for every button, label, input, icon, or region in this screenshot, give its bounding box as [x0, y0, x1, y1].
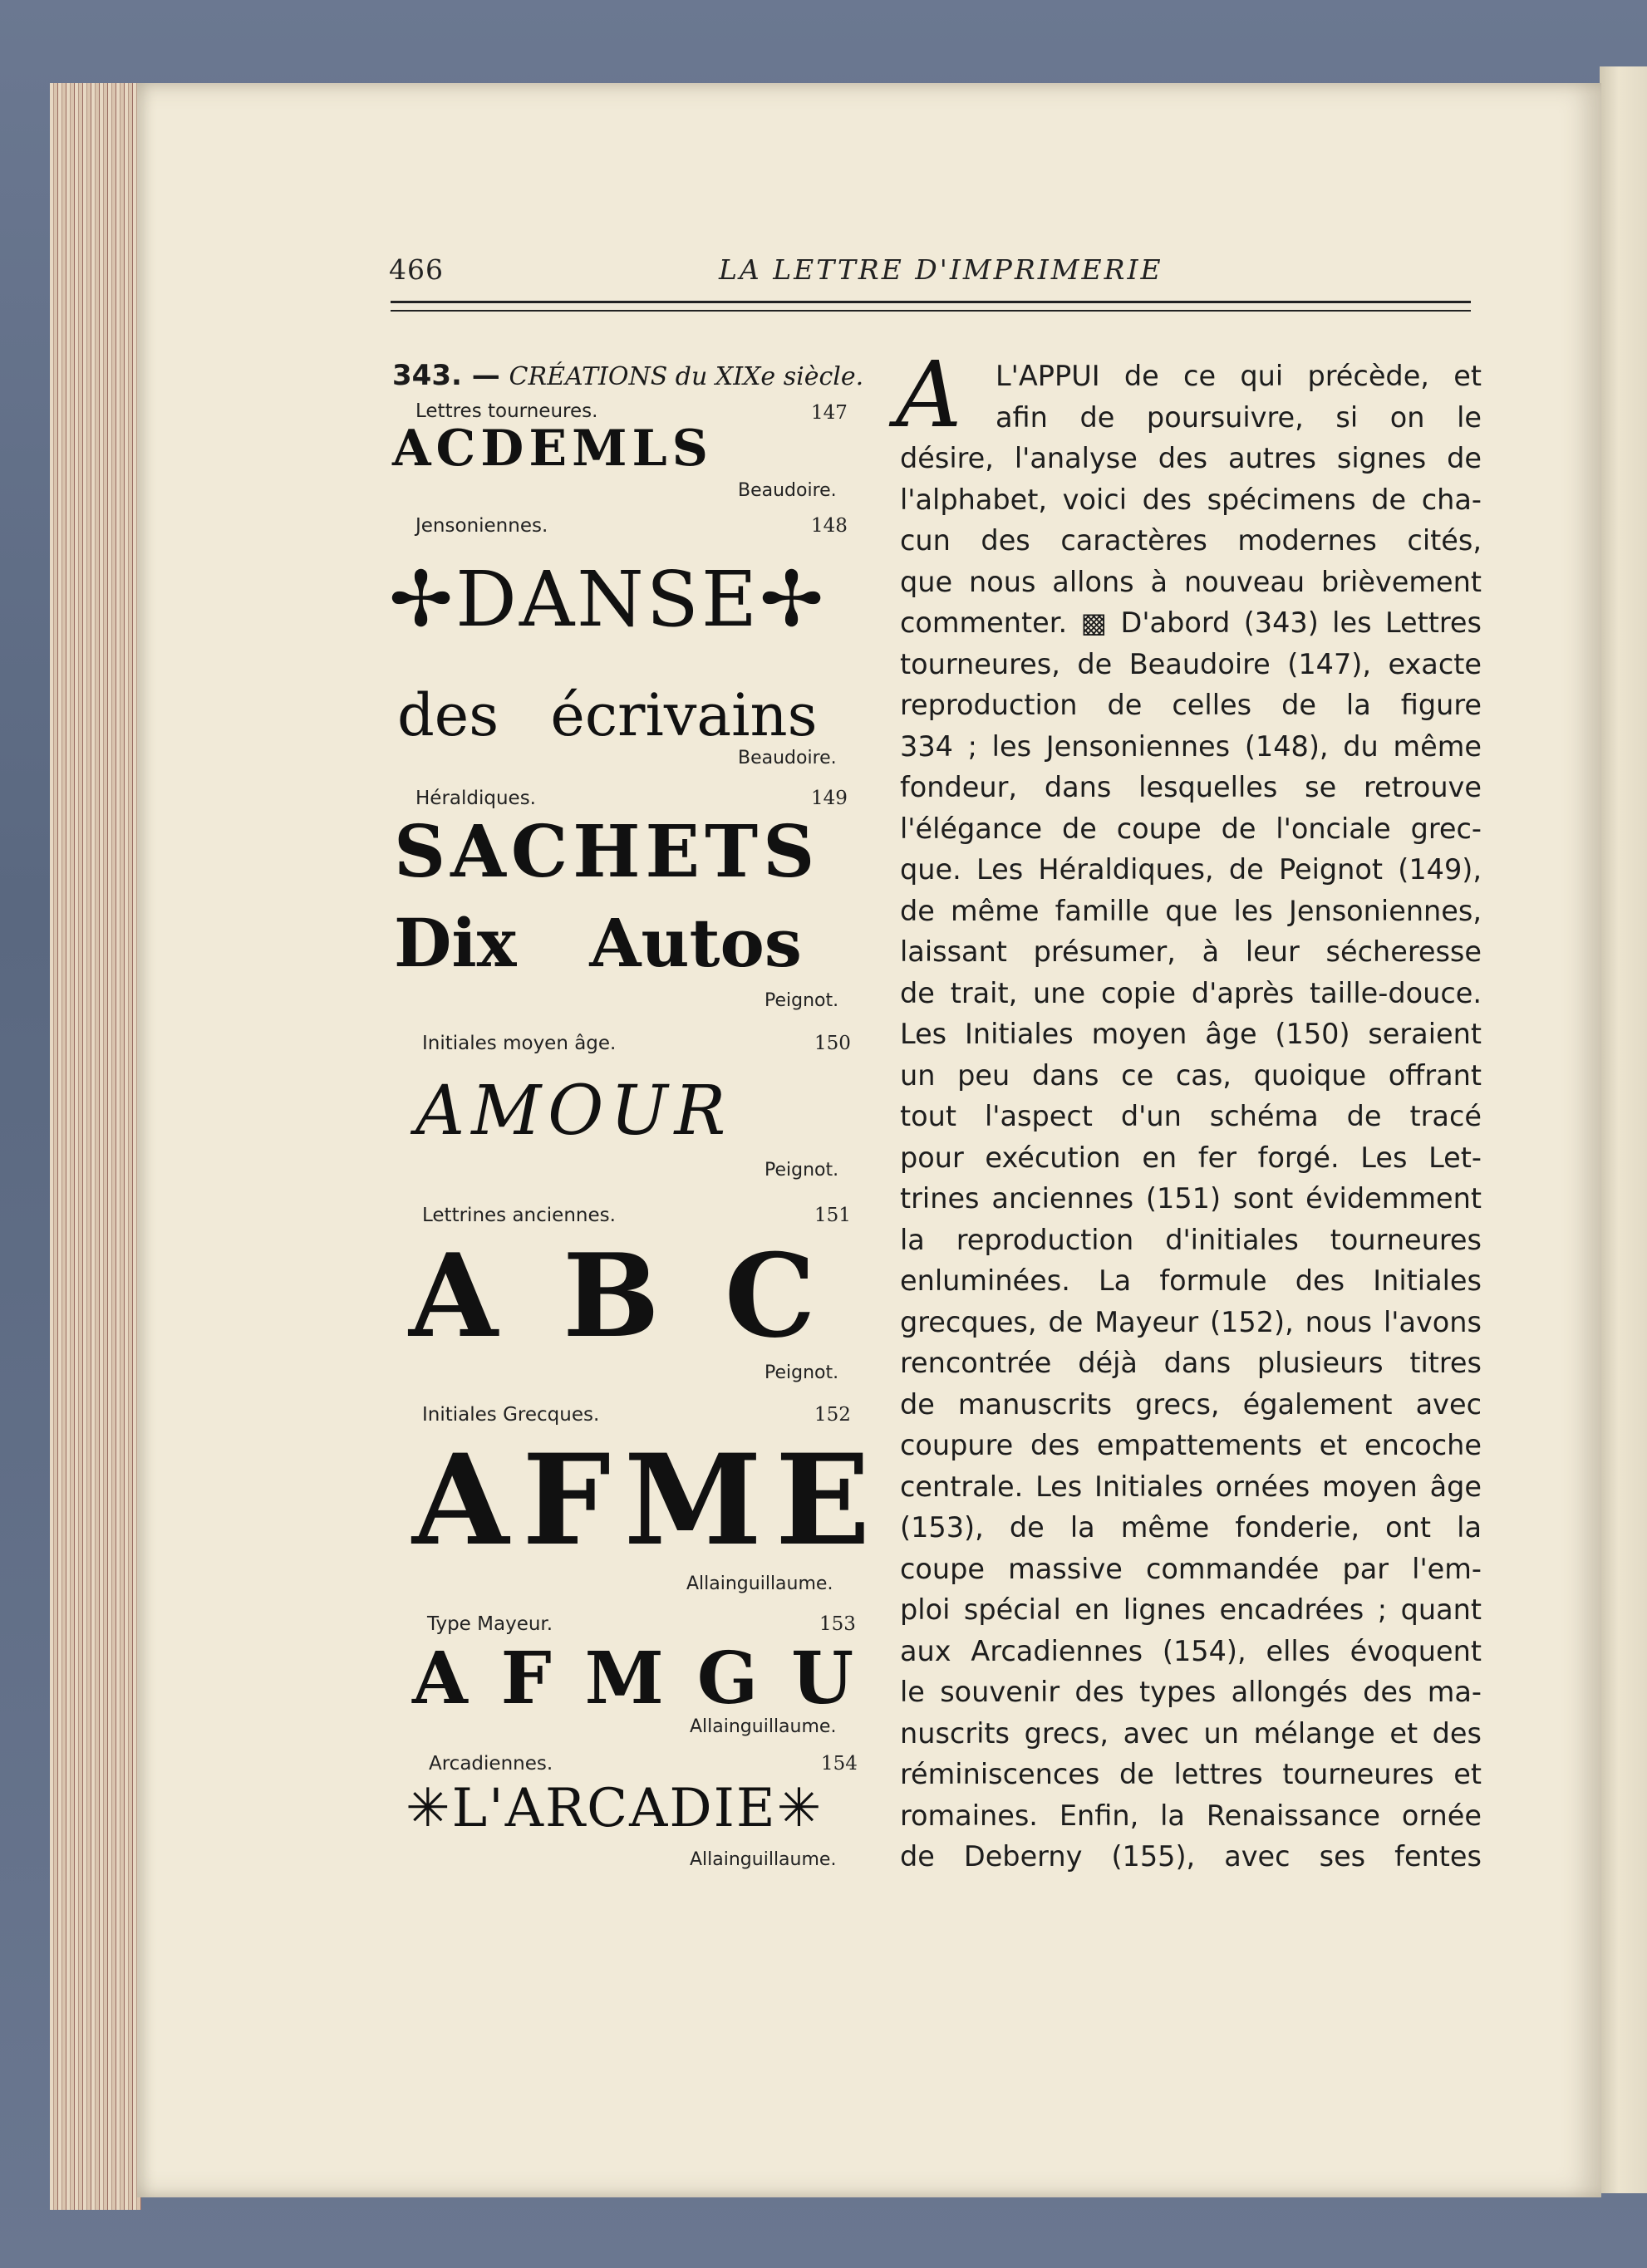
text-line: de trait, une copie d'après taille-douce.: [900, 976, 1482, 1009]
text-line: le souvenir des types allongés des ma-: [900, 1676, 1482, 1708]
text-line: de Deberny (155), avec ses fentes: [900, 1840, 1482, 1873]
specimen-sample: ✳L'ARCADIE✳: [406, 1778, 824, 1839]
text-line: tout l'aspect d'un schéma de tracé: [900, 1100, 1482, 1132]
page-edges: [50, 83, 141, 2210]
text-line: désire, l'analyse des autres signes de: [900, 442, 1482, 474]
specimen-sample: A F M G U: [412, 1637, 854, 1721]
text-line: centrale. Les Initiales ornées moyen âge: [900, 1470, 1482, 1503]
foundry-credit: Allainguillaume.: [690, 1849, 837, 1870]
figure-number: 147: [811, 402, 848, 424]
specimen-caption: Arcadiennes.: [429, 1753, 553, 1775]
specimen-sample: ✢DANSE✢: [389, 555, 827, 644]
foundry-credit: Allainguillaume.: [690, 1716, 837, 1737]
specimen-sample: A B C: [409, 1228, 816, 1363]
specimen-sample: SACHETS: [394, 810, 820, 894]
body-text: [900, 356, 1482, 1878]
text-line: trines anciennes (151) sont évidemment: [900, 1182, 1482, 1215]
text-line: coupe massive commandée par l'em-: [900, 1552, 1482, 1585]
section-title: CRÉATIONS du XIXe siècle.: [509, 362, 864, 391]
specimen-caption: Initiales moyen âge.: [422, 1033, 617, 1054]
specimen-sample-line2: des écrivains: [397, 681, 818, 749]
text-line: (153), de la même fonderie, ont la: [900, 1511, 1482, 1544]
text-line: l'alphabet, voici des spécimens de cha-: [900, 483, 1482, 516]
specimen-sample: AMOUR: [415, 1072, 733, 1151]
foundry-credit: Peignot.: [765, 990, 839, 1011]
page-number: 466: [389, 253, 444, 286]
text-line: rencontrée déjà dans plusieurs titres: [900, 1347, 1482, 1379]
text-line: laissant présumer, à leur sécheresse: [900, 935, 1482, 968]
specimen-caption: Lettres tourneures.: [415, 400, 598, 422]
specimen-caption: Jensoniennes.: [415, 515, 548, 537]
text-line: commenter. ▩ D'abord (343) les Lettres: [900, 606, 1482, 639]
text-line: pour exécution en fer forgé. Les Let-: [900, 1141, 1482, 1174]
header-rule: [391, 301, 1471, 303]
text-line: nuscrits grecs, avec un mélange et des: [900, 1716, 1482, 1750]
specimen-sample: AFME: [412, 1427, 884, 1573]
text-line: fondeur, dans lesquelles se retrouve: [900, 771, 1482, 803]
text-line: de même famille que les Jensoniennes,: [900, 894, 1482, 927]
figure-number: 151: [814, 1205, 851, 1226]
specimen-sample-line2: Dix Autos: [394, 904, 802, 982]
text-line: reproduction de celles de la figure: [900, 689, 1482, 721]
text-line: cun des caractères modernes cités,: [900, 524, 1482, 557]
foundry-credit: Beaudoire.: [738, 748, 837, 768]
figure-number: 152: [814, 1404, 851, 1426]
figure-number: 149: [811, 788, 848, 809]
figure-number: 148: [811, 515, 848, 537]
text-line: enluminées. La formule des Initiales: [900, 1264, 1482, 1297]
text-line: ploi spécial en lignes encadrées ; quant: [900, 1593, 1482, 1626]
text-line: 334 ; les Jensoniennes (148), du même: [900, 729, 1482, 763]
specimen-caption: Lettrines anciennes.: [422, 1205, 616, 1226]
specimen-caption: Héraldiques.: [415, 788, 536, 809]
section-heading: [392, 359, 863, 392]
foundry-credit: Peignot.: [765, 1362, 839, 1383]
text-line: réminiscences de lettres tourneures et: [900, 1758, 1482, 1790]
header-rule-thin: [391, 310, 1471, 312]
specimen-caption: Initiales Grecques.: [422, 1404, 600, 1426]
figure-number: 153: [819, 1613, 856, 1635]
text-line: que. Les Héraldiques, de Peignot (149),: [900, 853, 1482, 886]
text-line: un peu dans ce cas, quoique offrant: [900, 1058, 1482, 1092]
running-title: LA LETTRE D'IMPRIMERIE: [719, 253, 1163, 286]
text-line: grecques, de Mayeur (152), nous l'avons: [900, 1305, 1482, 1338]
foundry-credit: Allainguillaume.: [686, 1573, 833, 1594]
text-line: l'élégance de coupe de l'onciale grec-: [900, 812, 1482, 845]
specimen-caption: Type Mayeur.: [427, 1613, 553, 1635]
foundry-credit: Beaudoire.: [738, 480, 837, 501]
text-line: tourneures, de Beaudoire (147), exacte: [900, 647, 1482, 680]
text-line: de manuscrits grecs, également avec: [900, 1387, 1482, 1421]
specimen-sample: ACDEMLS: [392, 420, 714, 478]
text-line: afin de poursuivre, si on le: [996, 400, 1482, 434]
text-line: romaines. Enfin, la Renaissance ornée: [900, 1799, 1482, 1832]
foundry-credit: Peignot.: [765, 1160, 839, 1181]
text-line: que nous allons à nouveau brièvement: [900, 565, 1482, 598]
facing-page-edge: [1600, 66, 1647, 2193]
text-line: aux Arcadiennes (154), elles évoquent: [900, 1634, 1482, 1667]
section-number: 343. —: [392, 359, 500, 392]
text-line: la reproduction d'initiales tourneures: [900, 1223, 1482, 1256]
figure-number: 154: [821, 1753, 858, 1775]
text-line: Les Initiales moyen âge (150) seraient: [900, 1018, 1482, 1050]
figure-number: 150: [814, 1033, 851, 1054]
drop-cap: A: [896, 341, 962, 448]
text-line: L'APPUI de ce qui précède, et: [996, 360, 1482, 392]
text-line: coupure des empattements et encoche: [900, 1429, 1482, 1461]
